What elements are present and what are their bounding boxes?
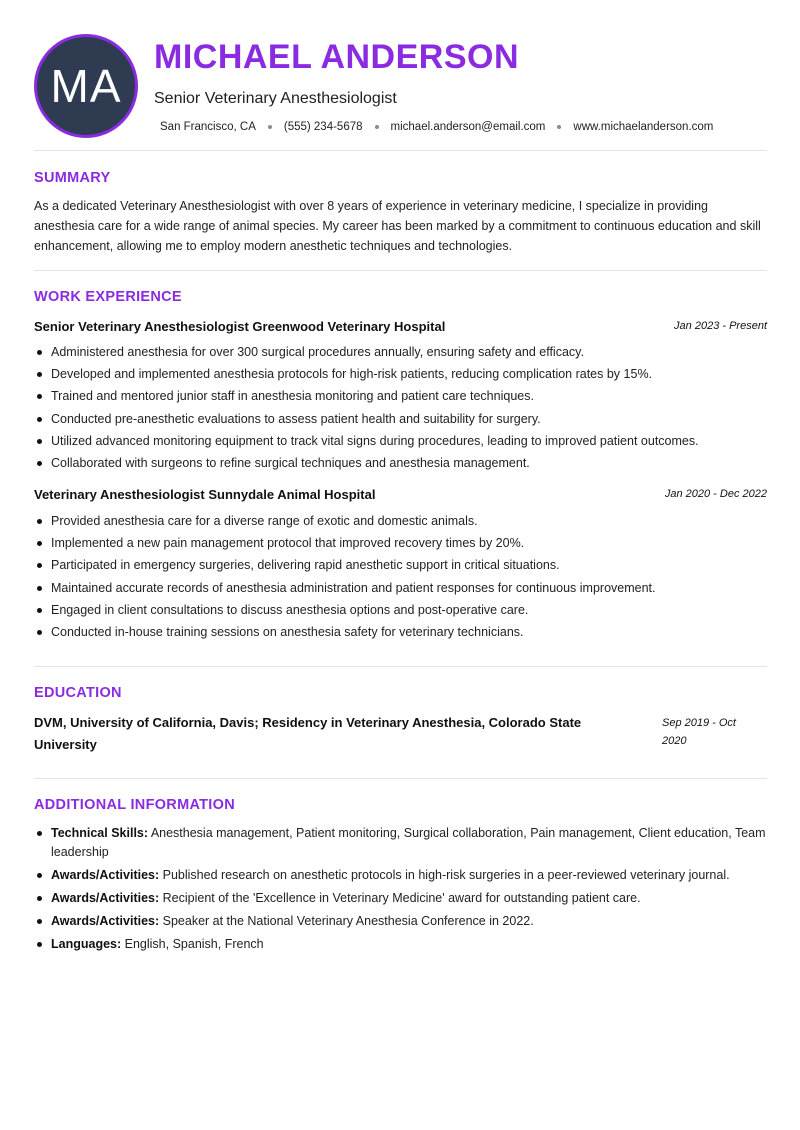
list-item: Conducted pre-anesthetic evaluations to assess patient health and suitability for surgery. <box>34 411 767 433</box>
list-item <box>34 935 767 954</box>
divider <box>34 270 767 271</box>
list-item: Trained and mentored junior staff in anesthesia monitoring and patient care techniques. <box>34 388 767 410</box>
resume-header <box>34 34 767 138</box>
separator-dot <box>375 125 379 129</box>
list-item: Collaborated with surgeons to refine surgical techniques and anesthesia management. <box>34 455 767 477</box>
list-item <box>34 889 767 908</box>
education-heading: EDUCATION <box>34 685 122 701</box>
info-label: Awards/Activities: <box>51 891 160 905</box>
info-text: Recipient of the 'Excellence in Veterinary Medicine' award for outstanding patient care. <box>159 891 641 905</box>
info-label: Technical Skills: <box>51 826 149 840</box>
contact-email[interactable]: michael.anderson@email.com <box>390 121 546 133</box>
list-item <box>34 866 767 885</box>
job-header <box>34 318 767 336</box>
candidate-title: Senior Veterinary Anesthesiologist <box>154 90 397 107</box>
separator-dot <box>557 125 561 129</box>
divider <box>34 778 767 779</box>
list-item: Engaged in client consultations to discuss anesthesia options and post-operative care. <box>34 602 767 624</box>
contact-website[interactable]: www.michaelanderson.com <box>573 121 714 133</box>
list-item: Conducted in-house training sessions on anesthesia safety for veterinary technicians. <box>34 624 767 646</box>
info-text: Published research on anesthetic protocols in high-risk surgeries in a peer-reviewed veterinary journal. <box>159 868 730 882</box>
list-item: Implemented a new pain management protocol that improved recovery times by 20%. <box>34 535 767 557</box>
divider <box>34 666 767 667</box>
job-role: Senior Veterinary Anesthesiologist Greenwood Veterinary Hospital <box>34 319 446 334</box>
list-item <box>34 824 767 862</box>
additional-list <box>34 824 767 958</box>
info-label: Languages: <box>51 937 122 951</box>
contact-location: San Francisco, CA <box>160 121 256 133</box>
list-item: Provided anesthesia care for a diverse range of exotic and domestic animals. <box>34 513 767 535</box>
contact-line <box>160 121 713 133</box>
info-label: Awards/Activities: <box>51 868 160 882</box>
education-date: Sep 2019 - Oct 2020 <box>662 717 736 747</box>
info-text: English, Spanish, French <box>121 937 264 951</box>
education-degree: DVM, University of California, Davis; Residency in Veterinary Anesthesia, Colorado State University <box>34 715 582 752</box>
job-header <box>34 486 767 504</box>
list-item: Maintained accurate records of anesthesia administration and patient responses for continuous improvement. <box>34 580 767 602</box>
contact-phone[interactable]: (555) 234-5678 <box>283 121 363 133</box>
job-bullets <box>34 513 767 646</box>
separator-dot <box>268 125 272 129</box>
avatar-initials: MA <box>50 60 122 112</box>
candidate-name: MICHAEL ANDERSON <box>154 38 520 76</box>
list-item: Participated in emergency surgeries, delivering rapid anesthetic support in critical situations. <box>34 557 767 579</box>
list-item: Utilized advanced monitoring equipment to track vital signs during procedures, leading to improved patient outcomes. <box>34 433 767 455</box>
list-item: Administered anesthesia for over 300 surgical procedures annually, ensuring safety and efficacy. <box>34 344 767 366</box>
summary-text: As a dedicated Veterinary Anesthesiologist with over 8 years of experience in veterinary medicine, I specialize in providing anesthesia care for a wide range of animal species. My career has been marked by a commitment to continuous education and skill enhancement, allowing me to employ modern anesthetic techniques and technologies. <box>34 199 761 253</box>
experience-heading: WORK EXPERIENCE <box>34 289 182 305</box>
education-entry <box>34 712 767 756</box>
info-text: Anesthesia management, Patient monitoring, Surgical collaboration, Pain management, Client education, Team leadership <box>51 826 766 859</box>
list-item <box>34 912 767 931</box>
info-text: Speaker at the National Veterinary Anesthesia Conference in 2022. <box>159 914 534 928</box>
job-date: Jan 2020 - Dec 2022 <box>664 488 767 500</box>
info-label: Awards/Activities: <box>51 914 160 928</box>
additional-heading: ADDITIONAL INFORMATION <box>34 797 235 813</box>
summary-heading: SUMMARY <box>34 170 111 186</box>
job-bullets <box>34 344 767 477</box>
list-item: Developed and implemented anesthesia protocols for high-risk patients, reducing complication rates by 15%. <box>34 366 767 388</box>
avatar <box>34 34 138 138</box>
job-role: Veterinary Anesthesiologist Sunnydale Animal Hospital <box>34 487 376 502</box>
job-date: Jan 2023 - Present <box>674 320 767 332</box>
divider <box>34 150 767 151</box>
